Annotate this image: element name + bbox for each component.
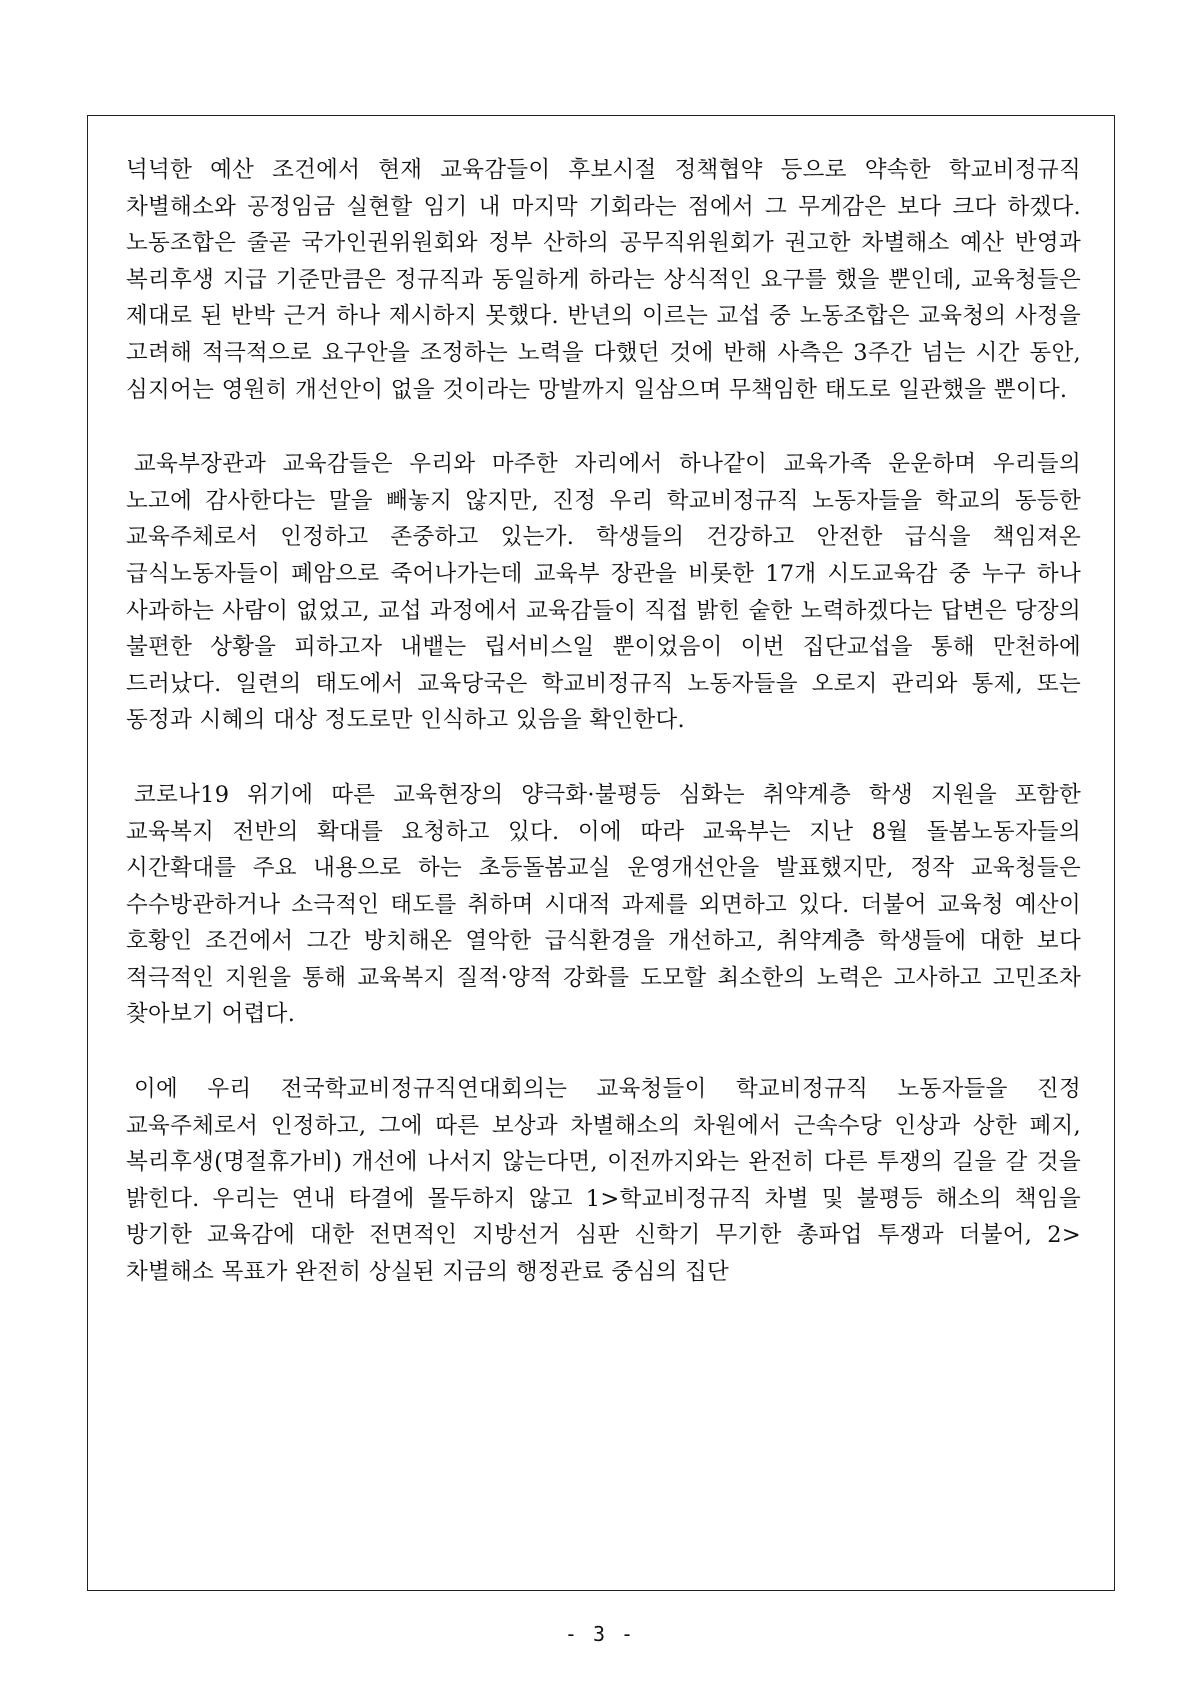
paragraph-2: 교육부장관과 교육감들은 우리와 마주한 자리에서 하나같이 교육가족 운운하며 우리들의 노고에 감사한다는 말을 빼놓지 않지만, 진정 우리 학교비정규직 노동자들을 학교의 동등한 교육주체로서 인정하고 존중하고 있는가. 학생들의 건강하고 안전한 급식을 책임져온 급식노동자들이 폐암으로 죽어나가는데 교육부 장관을 비롯한 17개 시도교육감 중 누구 하나 사과하는 사람이 없었고, 교섭 과정에서 교육감들이 직접 밝힌 숱한 노력하겠다는 답변은 당장의 불편한 상황을 피하고자 내뱉는 립서비스일 뿐이었음이 이번 집단교섭을 통해 만천하에 드러났다. 일련의 태도에서 교육당국은 학교비정규직 노동자들을 오로지 관리와 통제, 또는 동정과 시혜의 대상 정도로만 인식하고 있음을 확인한다. bbox=[126, 451, 1082, 734]
document-body bbox=[126, 152, 1081, 1291]
paragraph-4: 이에 우리 전국학교비정규직연대회의는 교육청들이 학교비정규직 노동자들을 진정 교육주체로서 인정하고, 그에 따른 보상과 차별해소의 차원에서 근속수당 인상과 상한 폐지, 복리후생(명절휴가비) 개선에 나서지 않는다면, 이전까지와는 완전히 다른 투쟁의 길을 갈 것을 밝힌다. 우리는 연내 타결에 몰두하지 않고 1>학교비정규직 차별 및 불평등 해소의 책임을 방기한 교육감에 대한 전면적인 지방선거 심판 신학기 무기한 총파업 투쟁과 더불어, 2>차별해소 목표가 완전히 상실된 지금의 행정관료 중심의 집단 bbox=[126, 1076, 1081, 1286]
paragraph-3: 코로나19 위기에 따른 교육현장의 양극화·불평등 심화는 취약계층 학생 지원을 포함한 교육복지 전반의 확대를 요청하고 있다. 이에 따라 교육부는 지난 8월 돌봄노동자들의 시간확대를 주요 내용으로 하는 초등돌봄교실 운영개선안을 발표했지만, 정작 교육청들은 수수방관하거나 소극적인 태도를 취하며 시대적 과제를 외면하고 있다. 더불어 교육청 예산이 호황인 조건에서 그간 방치해온 열악한 급식환경을 개선하고, 취약계층 학생들에 대한 보다 적극적인 지원을 통해 교육복지 질적·양적 강화를 도모할 최소한의 노력은 고사하고 고민조차 찾아보기 어렵다. bbox=[126, 781, 1081, 1028]
paragraph-1: 넉넉한 예산 조건에서 현재 교육감들이 후보시절 정책협약 등으로 약속한 학교비정규직 차별해소와 공정임금 실현할 임기 내 마지막 기회라는 점에서 그 무게감은 보다 크다 하겠다. 노동조합은 줄곧 국가인권위원회와 정부 산하의 공무직위원회가 권고한 차별해소 예산 반영과 복리후생 지급 기준만큼은 정규직과 동일하게 하라는 상식적인 요구를 했을 뿐인데, 교육청들은 제대로 된 반박 근거 하나 제시하지 못했다. 반년의 이르는 교섭 중 노동조합은 교육청의 사정을 고려해 적극적으로 요구안을 조정하는 노력을 다했던 것에 반해 사측은 3주간 넘는 시간 동안, 심지어는 영원히 개선안이 없을 것이라는 망발까지 일삼으며 무책임한 태도로 일관했을 뿐이다. bbox=[126, 157, 1081, 403]
page-number: - 3 - bbox=[564, 1622, 636, 1646]
